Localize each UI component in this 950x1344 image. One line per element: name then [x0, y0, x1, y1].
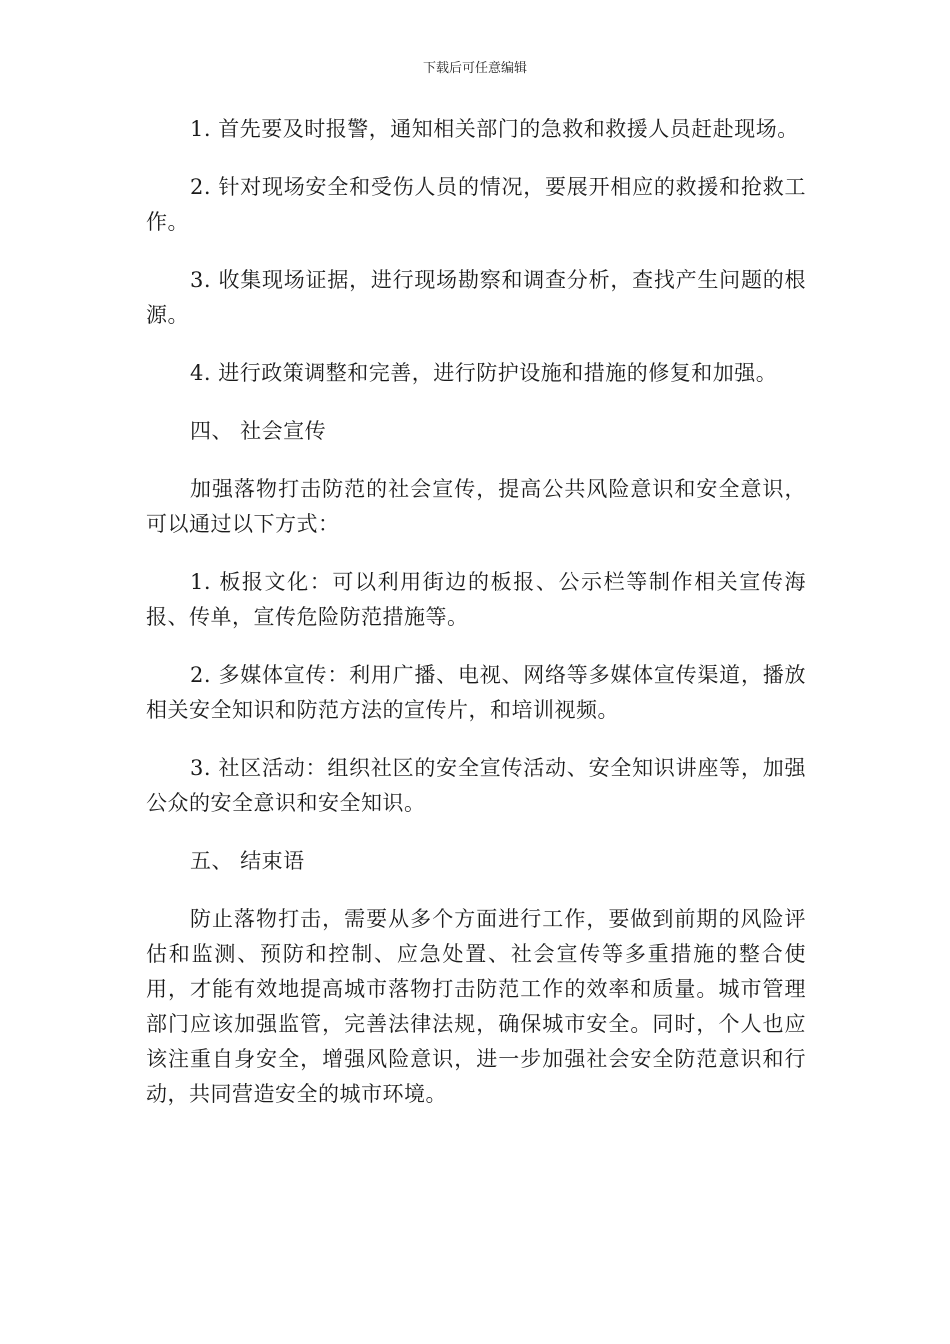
list-item-rescue: 2. 针对现场安全和受伤人员的情况，要展开相应的救援和抢救工作。	[146, 175, 806, 234]
document-body	[146, 112, 806, 1135]
list-item-community: 3. 社区活动：组织社区的安全宣传活动、安全知识讲座等，加强公众的安全意识和安全知识。	[146, 756, 806, 815]
body-paragraph-publicity: 加强落物打击防范的社会宣传，提高公共风险意识和安全意识，可以通过以下方式：	[146, 477, 806, 536]
list-item-multimedia: 2. 多媒体宣传：利用广播、电视、网络等多媒体宣传渠道，播放相关安全知识和防范方法的宣传片，和培训视频。	[146, 663, 806, 722]
header-note: 下载后可任意编辑	[422, 61, 527, 76]
body-paragraph-conclusion: 防止落物打击，需要从多个方面进行工作，要做到前期的风险评估和监测、预防和控制、应急处置、社会宣传等多重措施的整合使用，才能有效地提高城市落物打击防范工作的效率和质量。城市管理部门应该加强监管，完善法律法规，确保城市安全。同时，个人也应该注重自身安全，增强风险意识，进一步加强社会安全防范意识和行动，共同营造安全的城市环境。	[146, 907, 806, 1106]
list-item-evidence: 3. 收集现场证据，进行现场勘察和调查分析，查找产生问题的根源。	[146, 268, 806, 327]
list-item-blackboard: 1. 板报文化：可以利用街边的板报、公示栏等制作相关宣传海报、传单，宣传危险防范措施等。	[146, 570, 806, 629]
section-heading-publicity: 四、 社会宣传	[190, 419, 327, 443]
list-item-policy: 4. 进行政策调整和完善，进行防护设施和措施的修复和加强。	[190, 361, 778, 385]
section-heading-conclusion: 五、 结束语	[190, 849, 305, 873]
list-item-report-alarm: 1. 首先要及时报警，通知相关部门的急救和救援人员赶赴现场。	[190, 117, 799, 141]
